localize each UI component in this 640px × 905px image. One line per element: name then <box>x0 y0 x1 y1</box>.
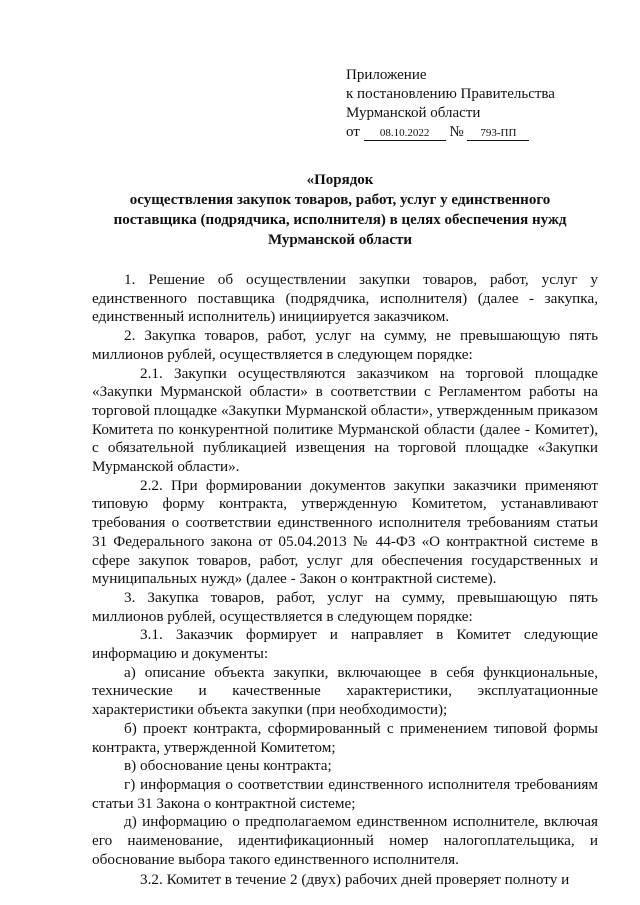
paragraph-3: 3. Закупка товаров, работ, услуг на сумму, превышающую пять миллионов рублей, осуществляется в следующем порядке: <box>92 588 598 625</box>
title-line-2: осуществления закупок товаров, работ, услуг у единственного <box>129 192 551 208</box>
paragraph-2-1: 2.1. Закупки осуществляются заказчиком на торговой площадке «Закупки Мурманской области» в соответствии с Регламентом работы на торговой площадке «Закупки Мурманской области», утвержденным приказом Комитета по конкурентной политике Мурманской области (далее - Комитет), с обязательной публикацией извещения на торговой площадке «Закупки Мурманской области». <box>92 364 598 476</box>
appendix-label: Приложение <box>346 67 427 83</box>
document-title <box>80 170 600 250</box>
from-label: от <box>346 124 360 140</box>
resolution-date: 08.10.2022 <box>364 126 446 141</box>
resolution-number: 793-ПП <box>467 126 529 141</box>
document-body <box>92 271 598 889</box>
list-item-g: г) информация о соответствии единственного исполнителя требованиям статьи 31 Закона о контрактной системе; <box>92 775 598 812</box>
title-line-3: поставщика (подрядчика, исполнителя) в целях обеспечения нужд <box>113 212 567 228</box>
paragraph-3-2: 3.2. Комитет в течение 2 (двух) рабочих дней проверяет полноту и <box>140 870 570 888</box>
paragraph-2: 2. Закупка товаров, работ, услуг на сумму, не превышающую пять миллионов рублей, осуществляется в следующем порядке: <box>92 327 598 363</box>
list-item-v: в) обоснование цены контракта; <box>124 757 332 775</box>
appendix-resolution: к постановлению Правительства <box>346 86 555 102</box>
appendix-region: Мурманской области <box>346 105 481 121</box>
paragraph-1: 1. Решение об осуществлении закупки товаров, работ, услуг у единственного поставщика (подрядчика, исполнителя) (далее - закупка, единственный исполнитель) инициируется заказчиком. <box>92 271 598 326</box>
list-item-b: б) проект контракта, сформированный с применением типовой формы контракта, утвержденной Комитетом; <box>92 719 598 756</box>
appendix-header <box>346 66 555 142</box>
appendix-date-line <box>346 123 555 142</box>
paragraph-2-2: 2.2. При формировании документов закупки заказчики применяют типовую форму контракта, утвержденную Комитетом, устанавливают требования о соответствии единственного исполнителя требованиям статьи 31 Федерального закона от 05.04.2013 № 44-ФЗ «О контрактной системе в сфере закупок товаров, работ, услуг для обеспечения государственных и муниципальных нужд» (далее - Закон о контрактной системе). <box>92 476 598 588</box>
list-item-d: д) информацию о предполагаемом единственном исполнителе, включая его наименование, идентификационный номер налогоплательщика, и обоснование выбора такого единственного исполнителя. <box>92 813 598 868</box>
paragraph-3-1: 3.1. Заказчик формирует и направляет в Комитет следующие информацию и документы: <box>92 626 598 663</box>
number-label: № <box>449 124 464 140</box>
list-item-a: а) описание объекта закупки, включающее в себя функциональные, технические и качественные характеристики, эксплуатационные характеристики объекта закупки (при необходимости); <box>92 663 598 719</box>
title-line-4: Мурманской области <box>267 232 413 248</box>
title-line-1: «Порядок <box>306 172 374 188</box>
